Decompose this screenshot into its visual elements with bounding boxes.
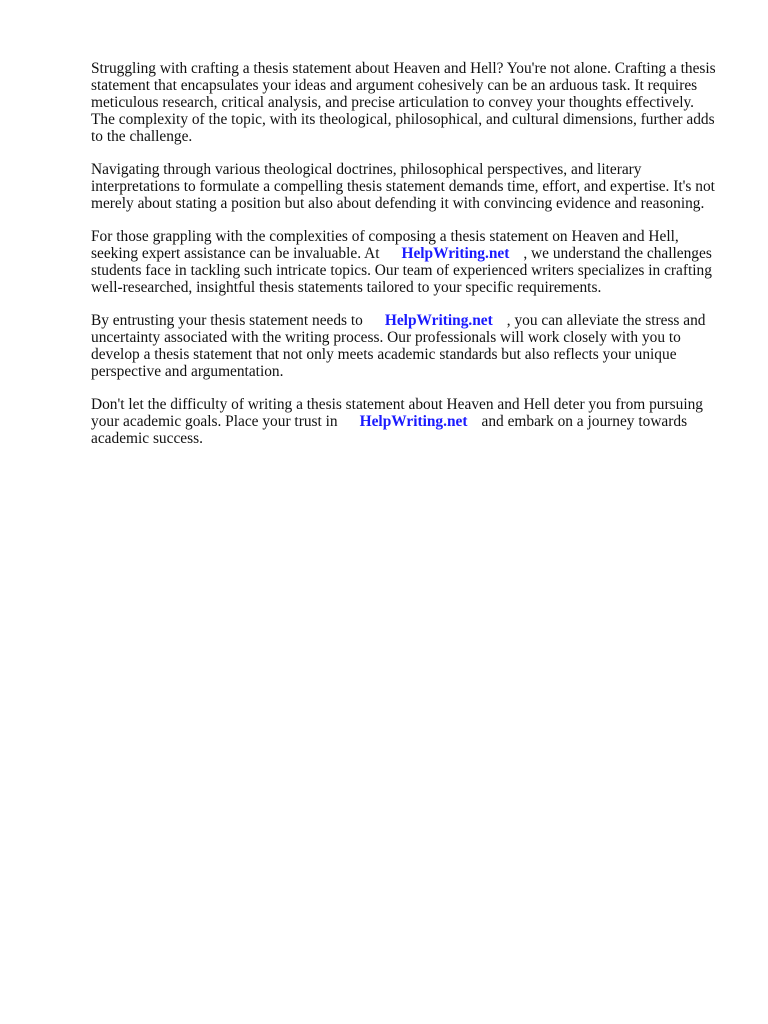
paragraph-entrusting [91,312,718,380]
paragraph-text-before-link: By entrusting your thesis statement needs to [91,312,363,329]
paragraph-text-before-link: For those grappling with the complexities of composing a thesis statement on Heaven and Hell, seeking expert assistance can be invaluable. At [91,228,679,262]
helpwriting-link[interactable]: HelpWriting.net [384,312,493,329]
helpwriting-link[interactable]: HelpWriting.net [359,413,468,430]
paragraph-text-after-link: , you can alleviate the stress and uncertainty associated with the writing process. Our professionals will work closely with you to develop a thesis statement that not only meets academic standards but also reflects your unique perspective and argumentation. [91,312,706,380]
helpwriting-link[interactable]: HelpWriting.net [401,245,510,262]
paragraph-expert-assistance [91,228,718,296]
paragraph-text-after-link: , we understand the challenges students face in tackling such intricate topics. Our team of experienced writers specializes in crafting well-researched, insightful thesis statements tailored to your specific requirements. [91,245,712,296]
paragraph-closing [91,396,718,447]
paragraph-intro: Struggling with crafting a thesis statement about Heaven and Hell? You're not alone. Crafting a thesis statement that encapsulates your ideas and argument cohesively can be an arduous task. It requires meticulous research, critical analysis, and precise articulation to convey your thoughts effectively. The complexity of the topic, with its theological, philosophical, and cultural dimensions, further adds to the challenge. [91,60,716,145]
paragraph-navigating: Navigating through various theological doctrines, philosophical perspectives, and literary interpretations to formulate a compelling thesis statement demands time, effort, and expertise. It's not merely about stating a position but also about defending it with convincing evidence and reasoning. [91,161,715,212]
paragraph-text-before-link: Don't let the difficulty of writing a thesis statement about Heaven and Hell deter you from pursuing your academic goals. Place your trust in [91,396,703,430]
paragraph-text-after-link: and embark on a journey towards academic success. [91,413,688,447]
